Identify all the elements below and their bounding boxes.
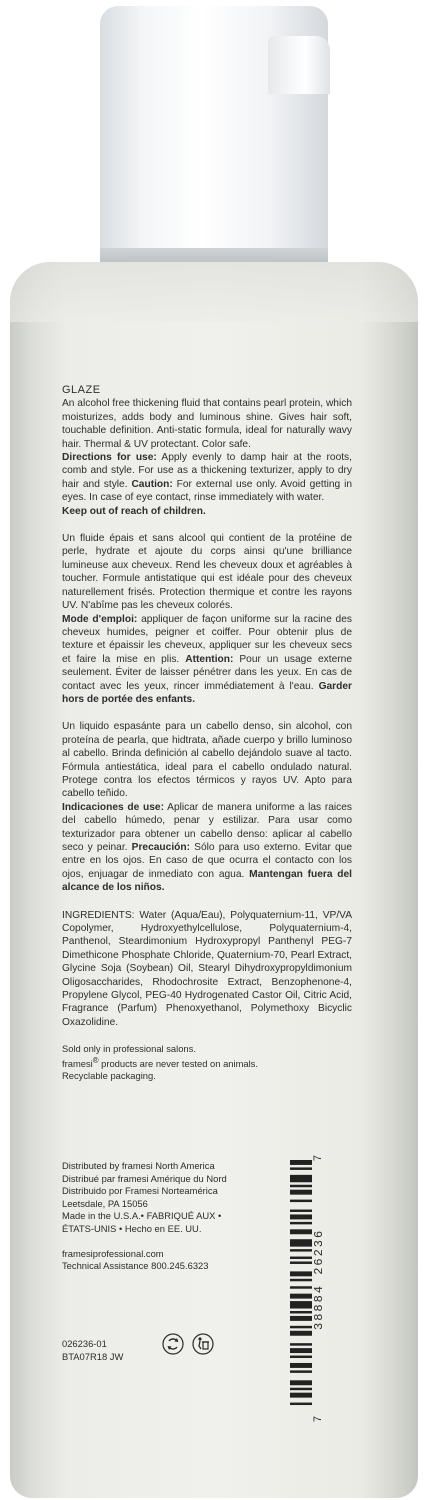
barcode-bar — [290, 1160, 312, 1165]
barcode-bar — [290, 1403, 312, 1405]
barcode-bar — [290, 1261, 312, 1263]
barcode-bar — [290, 1214, 312, 1219]
precaucion-heading: Precaución: — [131, 842, 190, 853]
batch-code: BTA07R18 JW — [62, 1350, 124, 1362]
ingredients-list: INGREDIENTS: Water (Aqua/Eau), Polyquaternium-11, VP/VA Copolymer, Hydroxyethylcellulose, Polyquaternium-4, Panthenol, Steardimonium Hydroxypropyl Panthenyl PEG-7 Dimethicone Phosphate Chloride, Quaternium-70, Pearl Extract, Glycine Soja (Soybean) Oil, Stearyl Dihydroxypropyldimonium Oligosaccharides, Rhodochrosite Extract, Benzophenone-4, Propylene Glycol, PEG-40 Hydrogenated Castor Oil, Citric Acid, Fragrance (Parfum) Phenoxyethanol, Polymethoxy Bicyclic Oxazolidine. — [62, 909, 352, 1028]
barcode-bar — [290, 1190, 312, 1195]
barcode-last-digit: 7 — [312, 1154, 325, 1162]
bottle-shoulder — [10, 262, 418, 322]
distributor-info — [62, 1160, 252, 1273]
english-description: An alcohol free thickening fluid that contains pearl protein, which moisturizes, adds body and luminous shine. Gives hair soft, touchable definition. Anti-static formula, ideal for naturally wavy hair. Thermal & UV protectant. Color safe. — [62, 398, 352, 450]
recyclable-note: Recyclable packaging. — [62, 1070, 156, 1082]
barcode-bar — [290, 1167, 312, 1169]
french-description: Un fluide épais et sans alcool qui contient de la protéine de perle, hydrate et ajoute du corps ainsi qu'une brilliance lumineuse aux cheveux. Rend les cheveux doux et agréables à toucher. Formule antistatique qui est idéale pour des cheveux naturellement frisés. Protection thermique et contre les rayons UV. N'abîme pas les cheveux colorés. — [62, 533, 352, 612]
recycle-icon — [162, 1333, 184, 1355]
barcode-bar — [290, 1388, 312, 1390]
mode-text: appliquer de façon uniforme sur la racine des cheveux humides, peigner et coiffer. Pour obtenir plus de texture et épaissir les cheveux, appliquer sur les cheveux secs et faire la mise en plis. — [62, 613, 352, 665]
spanish-section — [62, 720, 352, 894]
brand-name: framesi — [62, 1058, 93, 1070]
product-title: GLAZE — [62, 384, 101, 396]
mantengan-warning: Mantengan fuera del alcance de los niños. — [62, 868, 353, 894]
product-codes — [62, 1338, 123, 1363]
distributor-line-es: Distribuido por Framesi Norteamérica — [62, 1185, 218, 1197]
cap-nozzle — [268, 36, 330, 94]
barcode-bar — [290, 1222, 312, 1224]
barcode-bar — [290, 1393, 312, 1398]
barcode-first-digit: 7 — [312, 1415, 325, 1423]
distributor-line-fr: Distribué par framesi Amérique du Nord — [62, 1172, 227, 1184]
barcode-bar — [290, 1286, 312, 1288]
directions-heading: Directions for use: — [62, 452, 157, 464]
barcode-bar — [290, 1249, 312, 1251]
barcode-bar — [290, 1279, 312, 1281]
distributor-line-en: Distributed by framesi North America — [62, 1160, 215, 1171]
precaucion-text: Sólo para uso externo. Evitar que entre en los ojos. En caso de que ocurra el contacto con los ojos, enjuagar de inmediato con agua. — [62, 842, 352, 880]
attention-heading: Attention: — [185, 653, 234, 665]
english-section — [62, 397, 352, 518]
barcode-digits: 38884 26236 — [312, 1228, 326, 1330]
mode-heading: Mode d'emploi: — [62, 613, 138, 625]
garder-warning: Garder hors de portée des enfants. — [62, 680, 352, 705]
barcode-bar — [290, 1271, 312, 1276]
barcode-bar — [290, 1301, 312, 1308]
keep-out-warning: Keep out of reach of children. — [62, 505, 206, 517]
attention-text: Pour un usage externe seulement. Éviter de laisser pénétrer dans les yeux. En cas de contact avec les yeux, rincer immédiatement à l'eau. — [62, 653, 352, 692]
barcode-bar — [290, 1175, 312, 1182]
barcode-bar — [290, 1370, 312, 1372]
caution-text: For external use only. Avoid getting in eyes. In case of eye contact, rinse immediately with water. — [62, 478, 352, 504]
indicaciones-text: Aplicar de manera uniforme a las raices del cabello húmedo, penar y estilizar. Para usar como texturizador para obtener un cabello denso: aplicar al cabello seco y peinar. — [62, 801, 352, 853]
barcode-bar — [290, 1229, 312, 1234]
barcode-bar — [290, 1343, 312, 1345]
website: framesiprofessional.com — [62, 1247, 164, 1259]
barcode-bar — [290, 1326, 312, 1328]
registered-mark: ® — [92, 1056, 99, 1066]
spanish-description: Un liquido espasánte para un cabello denso, sin alcohol, con proteína de pearla, que hidtrata, añade cuerpo y brillo luminoso al cabello. Brinda definición al cabello dejándolo suave al tacto. Fórmula antiestática, ideal para el cabello ondulado natural. Protege contra los efectos térmicos y rayos UV. Apto para cabello teñido. — [62, 721, 352, 800]
trash-bin-icon — [192, 1333, 214, 1355]
barcode-bar — [290, 1316, 312, 1321]
technical-assistance: Technical Assistance 800.245.6323 — [62, 1260, 209, 1272]
barcode-bar — [290, 1200, 312, 1202]
barcode-bar — [290, 1185, 312, 1187]
salons-note: Sold only in professional salons. — [62, 1043, 196, 1055]
barcode-bar — [290, 1380, 312, 1385]
barcode-bar — [290, 1294, 312, 1299]
barcode-bar — [290, 1356, 312, 1358]
distributor-address: Leetsdale, PA 15056 — [62, 1197, 148, 1209]
product-label — [62, 384, 352, 1082]
made-in-line-1: Made in the U.S.A.• FABRIQUÉ AUX • — [62, 1210, 222, 1222]
barcode-bar — [290, 1348, 312, 1353]
barcode-bar — [290, 1331, 312, 1336]
barcode-bar — [290, 1363, 312, 1368]
made-in-line-2: ÉTATS-UNIS • Hecho en EE. UU. — [62, 1222, 202, 1234]
french-section — [62, 532, 352, 706]
barcode-bar — [290, 1311, 312, 1313]
indicaciones-heading: Indicaciones de use: — [62, 801, 164, 813]
animal-testing-note — [62, 1055, 352, 1070]
caution-heading: Caution: — [131, 478, 173, 490]
product-code: 026236-01 — [62, 1338, 107, 1349]
directions-text: Apply evenly to damp hair at the roots, comb and style. For use as a thickening texturizer, apply to dry hair and style. — [62, 452, 352, 490]
not-tested-text: products are never tested on animals. — [98, 1058, 258, 1070]
barcode-bar — [290, 1257, 312, 1259]
barcode-bar — [290, 1239, 312, 1246]
barcode-bar — [290, 1210, 312, 1212]
